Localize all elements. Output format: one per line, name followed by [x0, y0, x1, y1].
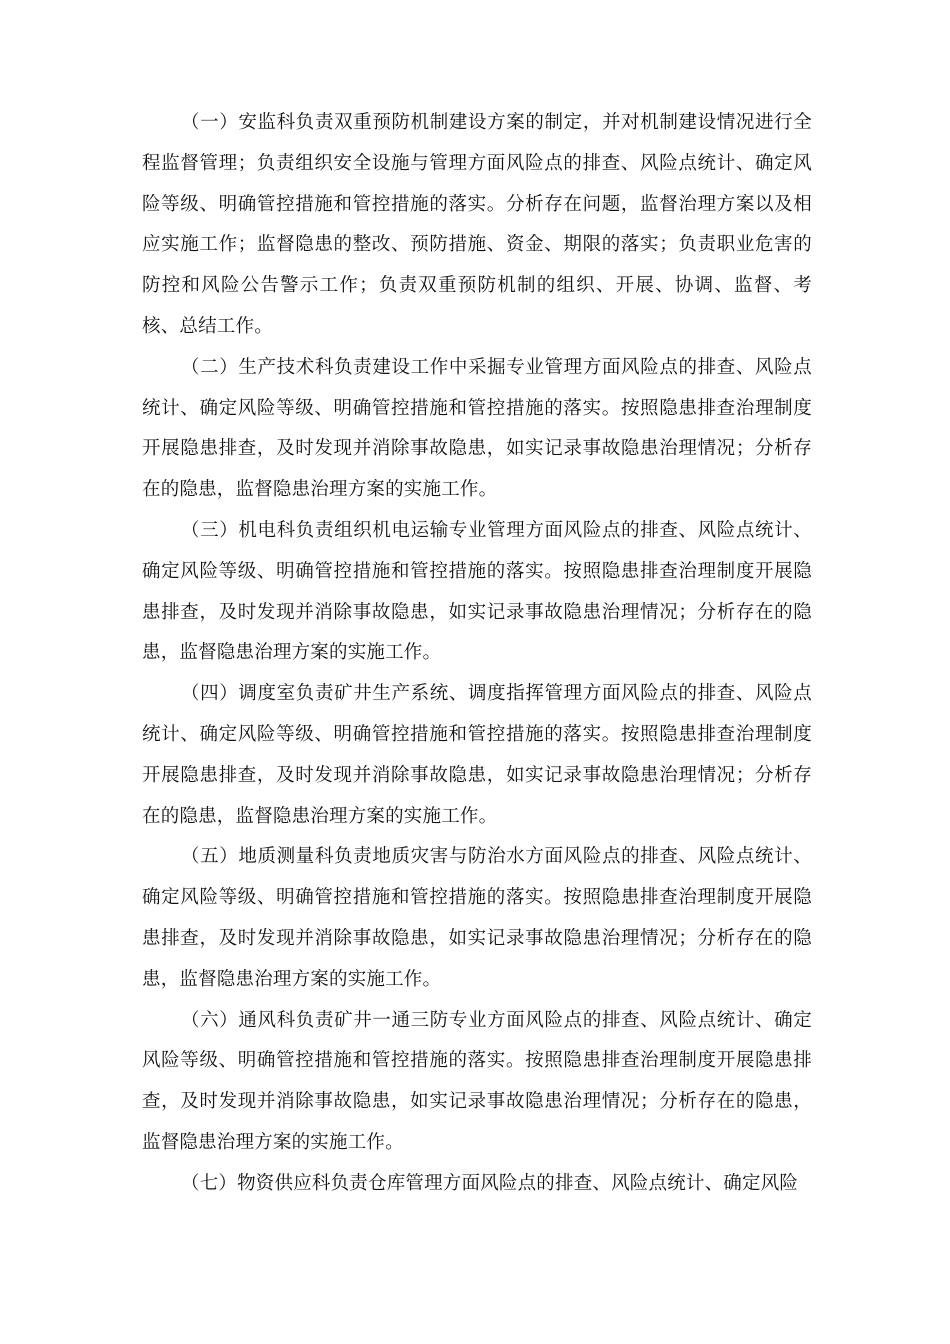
- paragraph-5: （五）地质测量科负责地质灾害与防治水方面风险点的排查、风险点统计、确定风险等级、明确管控措施和管控措施的落实。按照隐患排查治理制度开展隐患排查，及时发现并消除事故隐患，如实记录事故隐患治理情况；分析存在的隐患，监督隐患治理方案的实施工作。: [142, 846, 812, 990]
- paragraph-1: （一）安监科负责双重预防机制建设方案的制定，并对机制建设情况进行全程监督管理；负责组织安全设施与管理方面风险点的排查、风险点统计、确定风险等级、明确管控措施和管控措施的落实。分析存在问题，监督治理方案以及相应实施工作；监督隐患的整改、预防措施、资金、期限的落实；负责职业危害的防控和风险公告警示工作；负责双重预防机制的组织、开展、协调、监督、考核、总结工作。: [142, 112, 812, 337]
- document-body: [142, 103, 812, 1205]
- paragraph-4: （四）调度室负责矿井生产系统、调度指挥管理方面风险点的排查、风险点统计、确定风险等级、明确管控措施和管控措施的落实。按照隐患排查治理制度开展隐患排查，及时发现并消除事故隐患，如实记录事故隐患治理情况；分析存在的隐患，监督隐患治理方案的实施工作。: [142, 683, 812, 827]
- paragraph-3: （三）机电科负责组织机电运输专业管理方面风险点的排查、风险点统计、确定风险等级、明确管控措施和管控措施的落实。按照隐患排查治理制度开展隐患排查，及时发现并消除事故隐患，如实记录事故隐患治理情况；分析存在的隐患，监督隐患治理方案的实施工作。: [142, 519, 812, 664]
- paragraph-7: （七）物资供应科负责仓库管理方面风险点的排查、风险点统计、确定风险: [181, 1172, 799, 1194]
- paragraph-2: （二）生产技术科负责建设工作中采掘专业管理方面风险点的排查、风险点统计、确定风险等级、明确管控措施和管控措施的落实。按照隐患排查治理制度开展隐患排查，及时发现并消除事故隐患，如实记录事故隐患治理情况；分析存在的隐患，监督隐患治理方案的实施工作。: [142, 356, 812, 501]
- paragraph-6: （六）通风科负责矿井一通三防专业方面风险点的排查、风险点统计、确定风险等级、明确管控措施和管控措施的落实。按照隐患排查治理制度开展隐患排查，及时发现并消除事故隐患，如实记录事故隐患治理情况；分析存在的隐患，监督隐患治理方案的实施工作。: [142, 1009, 812, 1153]
